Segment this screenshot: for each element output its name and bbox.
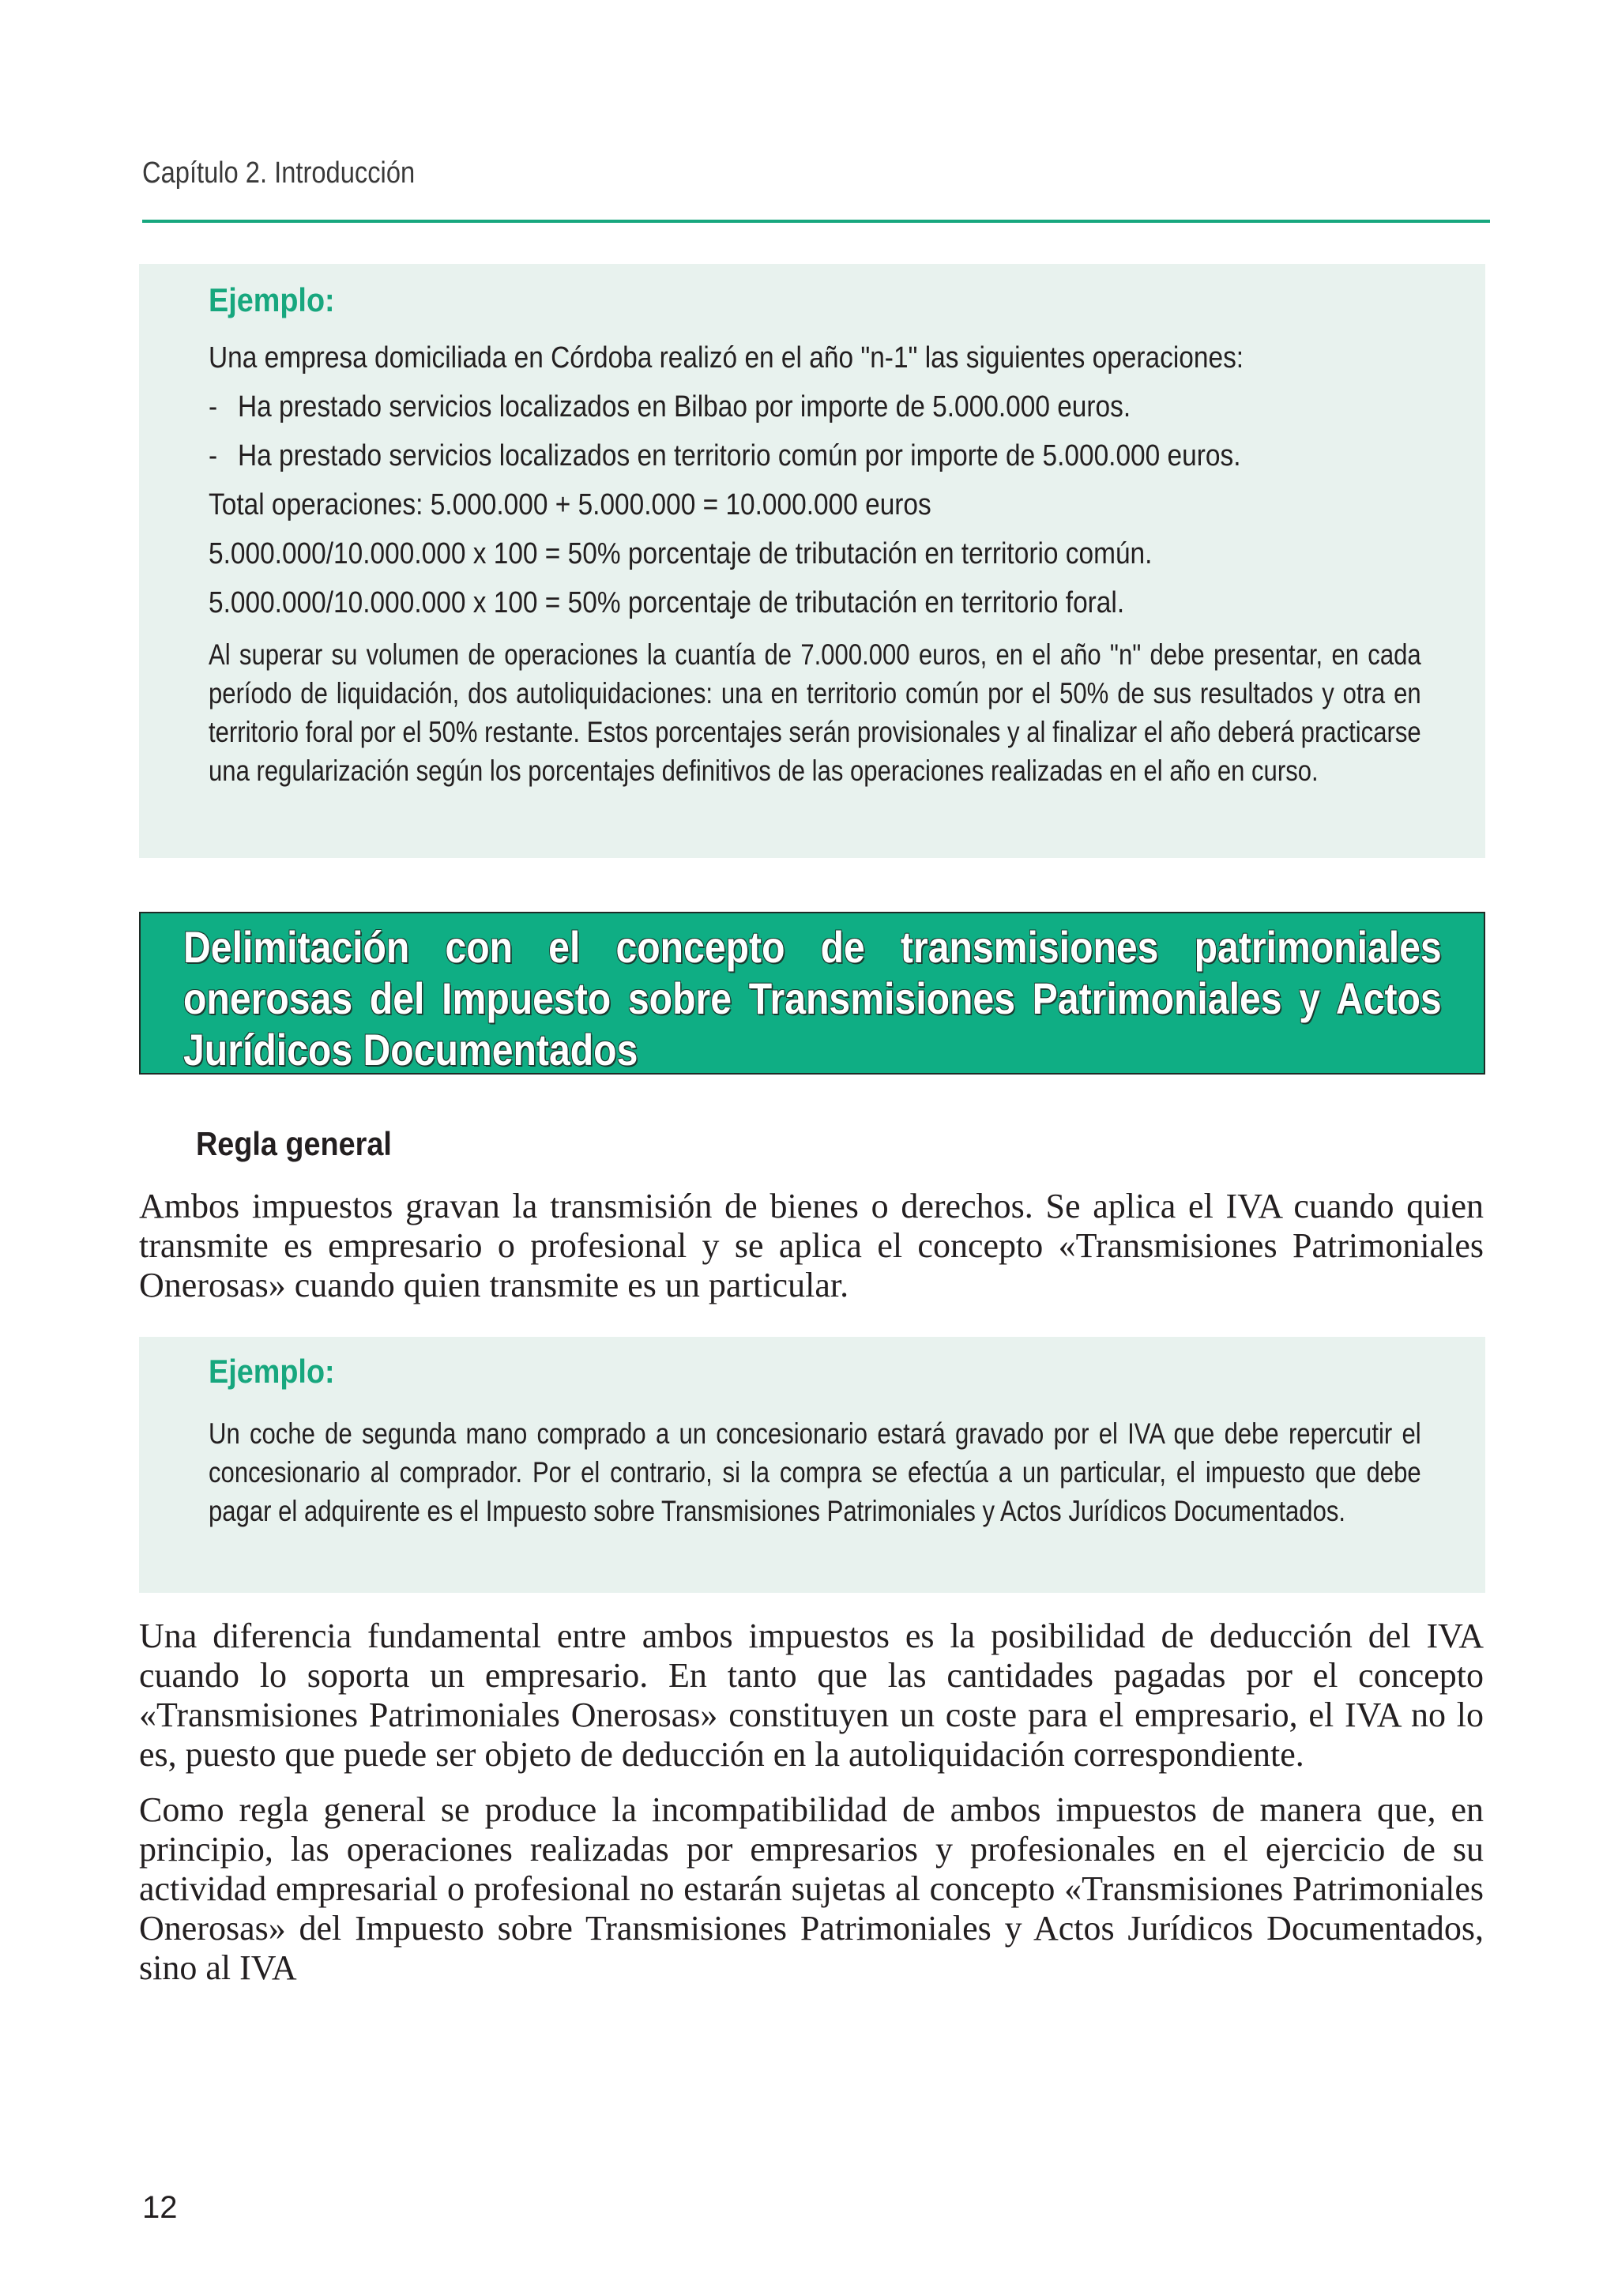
body-paragraph-1: Ambos impuestos gravan la transmisión de bienes o derechos. Se aplica el IVA cuando quien transmite es empresario o profesional y se aplica el concepto «Transmisiones Patrimoniales Onerosas» cuando quien transmite es un particular. (139, 1187, 1484, 1304)
example-title: Ejemplo: (209, 1353, 335, 1390)
section-heading-bar (139, 912, 1485, 1075)
section-title: Delimitación con el concepto de transmisiones patrimoniales onerosas del Impuesto sobre Transmisiones Patrimoniales y Actos Jurídicos Documentados (183, 922, 1442, 1075)
bullet-marker: - (209, 439, 218, 472)
example-bullet-2 (209, 439, 1240, 473)
example-percent-common-line: 5.000.000/10.000.000 x 100 = 50% porcentaje de tributación en territorio común. (209, 537, 1153, 570)
running-head: Capítulo 2. Introducción (142, 156, 416, 190)
bullet-text: Ha prestado servicios localizados en territorio común por importe de 5.000.000 euros. (237, 439, 1241, 472)
example-paragraph: Al superar su volumen de operaciones la cuantía de 7.000.000 euros, en el año "n" debe presentar, en cada período de liquidación, dos autoliquidaciones: una en territorio común por el 50% de sus resultados y otra en territorio foral por el 50% restante. Estos porcentajes serán provisionales y al finalizar el año deberá practicarse una regularización según los porcentajes definitivos de las operaciones realizadas en el año en curso. (209, 638, 1421, 787)
example-paragraph: Un coche de segunda mano comprado a un concesionario estará gravado por el IVA que debe repercutir el concesionario al comprador. Por el contrario, si la compra se efectúa a un particular, el impuesto que debe pagar el adquirente es el Impuesto sobre Transmisiones Patrimoniales y Actos Jurídicos Documentados. (209, 1417, 1421, 1527)
example-bullet-1 (209, 390, 1131, 424)
subheading-regla-general: Regla general (196, 1125, 392, 1162)
example-box-1 (139, 264, 1485, 858)
example-box-2 (139, 1337, 1485, 1593)
body-paragraph-3: Como regla general se produce la incompatibilidad de ambos impuestos de manera que, en principio, las operaciones realizadas por empresarios y profesionales en el ejercicio de su actividad empresarial o profesional no estarán sujetas al concepto «Transmisiones Patrimoniales Onerosas» del Impuesto sobre Transmisiones Patrimoniales y Actos Jurídicos Documentados, sino al IVA (139, 1790, 1484, 1987)
body-paragraph-2: Una diferencia fundamental entre ambos impuestos es la posibilidad de deducción del IVA cuando lo soporta un empresario. En tanto que las cantidades pagadas por el concepto «Transmisiones Patrimoniales Onerosas» constituyen un coste para el empresario, el IVA no lo es, puesto que puede ser objeto de deducción en la autoliquidación correspondiente. (139, 1617, 1484, 1774)
example-percent-foral-line: 5.000.000/10.000.000 x 100 = 50% porcentaje de tributación en territorio foral. (209, 586, 1125, 619)
example-intro: Una empresa domiciliada en Córdoba realizó en el año "n-1" las siguientes operaciones: (209, 341, 1244, 375)
page-number: 12 (142, 2190, 178, 2225)
example-title: Ejemplo: (209, 281, 335, 318)
example-total-line: Total operaciones: 5.000.000 + 5.000.000 = 10.000.000 euros (209, 488, 931, 521)
bullet-marker: - (209, 390, 218, 423)
header-rule (142, 220, 1490, 223)
bullet-text: Ha prestado servicios localizados en Bilbao por importe de 5.000.000 euros. (237, 390, 1131, 423)
